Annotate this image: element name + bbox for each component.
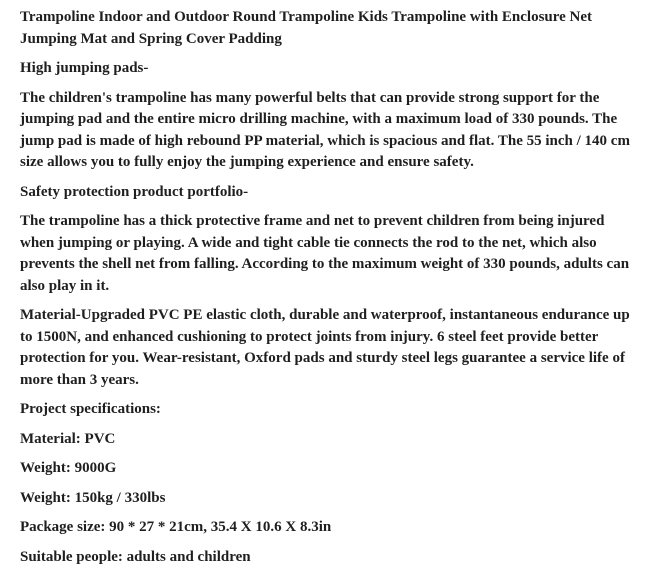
section-heading-high-jumping-pads: High jumping pads- [20,60,149,76]
paragraph-material-durability: Material-Upgraded PVC PE elastic cloth, durable and waterproof, instantaneous endurance up to 1500N, and enhanced cushioning to protect joints from injury. 6 steel feet provide better protection for you. Wear-resistant, Oxford pads and sturdy steel legs guarantee a service life of more than 3 years. [20,307,630,388]
spec-package-size: Package size: 90 * 27 * 21cm, 35.4 X 10.6 X 8.3in [20,519,332,535]
product-title: Trampoline Indoor and Outdoor Round Trampoline Kids Trampoline with Enclosure Net Jumping Mat and Spring Cover Padding [20,9,593,47]
spec-suitable-people: Suitable people: adults and children [20,548,251,565]
spec-weight-grams: Weight: 9000G [20,460,117,476]
paragraph-jumping-pads: The children's trampoline has many powerful belts that can provide strong support for the jumping pad and the entire micro drilling machine, with a maximum load of 330 pounds. The jump pad is made of high rebound PP material, which is spacious and flat. The 55 inch / 140 cm size allows you to fully enjoy the jumping experience and ensure safety. [20,89,630,170]
spec-weight-capacity: Weight: 150kg / 330lbs [20,489,166,506]
section-heading-safety-protection: Safety protection product portfolio- [20,183,249,200]
spec-material: Material: PVC [20,430,116,447]
heading-project-specifications: Project specifications: [20,401,161,417]
paragraph-safety-protection: The trampoline has a thick protective frame and net to prevent children from being injured when jumping or playing. A wide and tight cable tie connects the rod to the net, which also prevents the shell net from falling. According to the maximum weight of 330 pounds, adults can also play in it. [20,213,630,294]
